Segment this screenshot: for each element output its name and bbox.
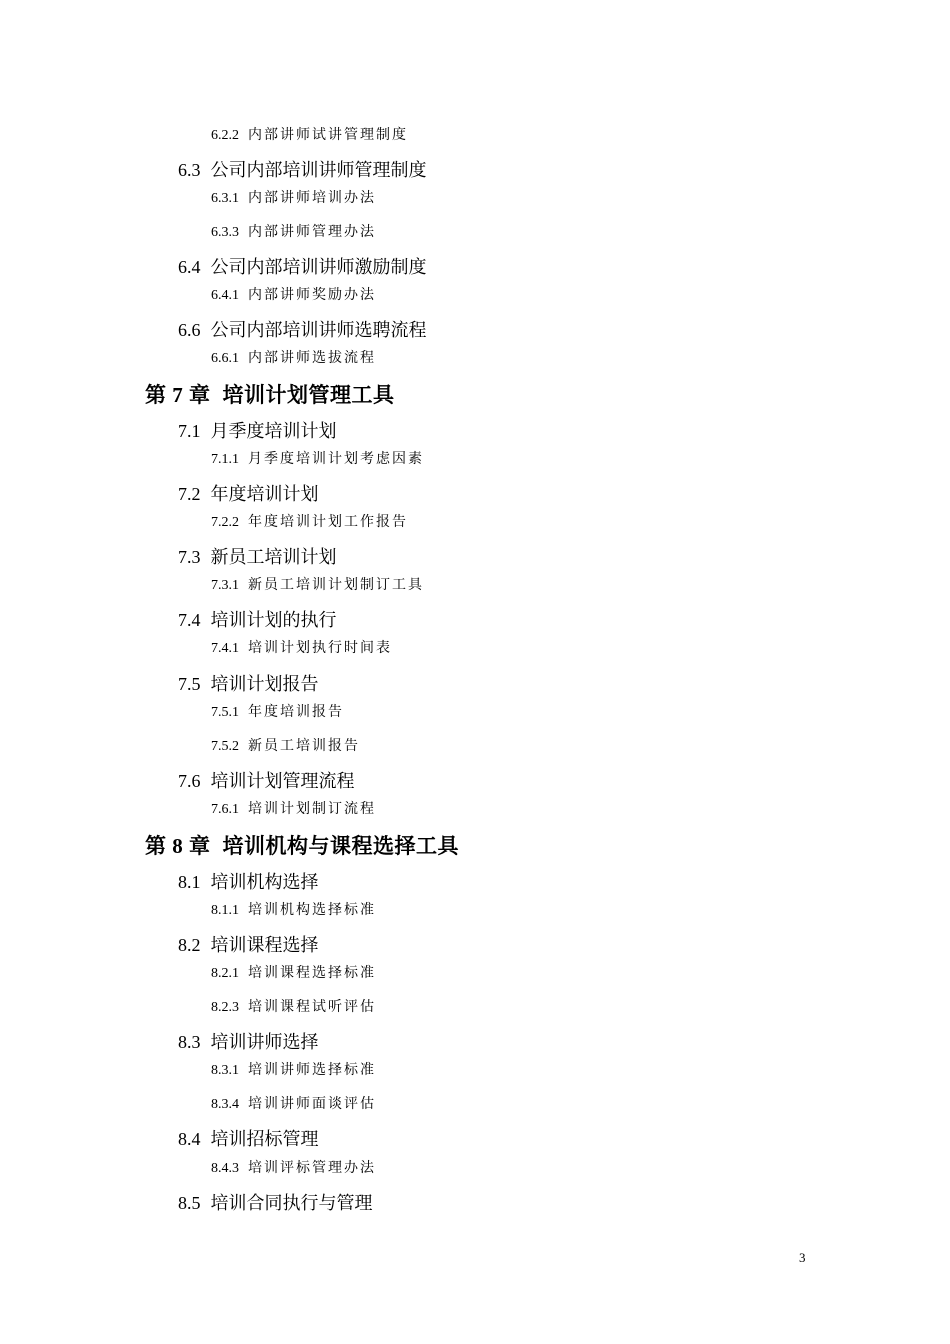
toc-section-entry	[178, 485, 319, 504]
toc-section-entry	[178, 772, 355, 791]
page-number: 3	[799, 1250, 806, 1265]
toc-entry-title: 内部讲师管理办法	[248, 224, 376, 240]
toc-entry-number: 8.2	[178, 935, 201, 955]
toc-entry-title: 培训课程试听评估	[248, 999, 376, 1015]
toc-chapter-entry	[145, 835, 459, 857]
toc-entry-title: 培训计划的执行	[210, 610, 337, 631]
toc-entry-number: 7.2	[178, 484, 201, 504]
toc-subsection-entry	[211, 1063, 376, 1078]
toc-entry-number: 8.1	[178, 872, 201, 892]
toc-entry-number: 8.3.1	[211, 1063, 239, 1078]
toc-entry-title: 培训合同执行与管理	[210, 1193, 373, 1214]
toc-subsection-entry	[211, 288, 376, 303]
toc-entry-title: 培训讲师选择标准	[248, 1062, 376, 1078]
toc-subsection-entry	[211, 705, 344, 720]
toc-entry-number: 7.5	[178, 674, 201, 694]
toc-entry-number: 第 8 章	[145, 834, 211, 858]
toc-entry-title: 新员工培训报告	[248, 738, 360, 754]
toc-subsection-entry	[211, 802, 376, 817]
toc-entry-number: 6.6.1	[211, 351, 239, 366]
toc-subsection-entry	[211, 452, 424, 467]
toc-entry-number: 8.2.1	[211, 966, 239, 981]
toc-entry-number: 6.3	[178, 160, 201, 180]
toc-entry-number: 7.1.1	[211, 452, 239, 467]
toc-entry-title: 培训机构与课程选择工具	[222, 833, 459, 858]
toc-entry-title: 新员工培训计划	[210, 547, 337, 568]
toc-subsection-entry	[211, 1000, 376, 1015]
toc-section-entry	[178, 873, 319, 892]
toc-section-entry	[178, 548, 337, 567]
toc-section-entry	[178, 1033, 319, 1052]
toc-entry-title: 培训评标管理办法	[248, 1160, 376, 1176]
toc-section-entry	[178, 675, 319, 694]
toc-entry-title: 公司内部培训讲师激励制度	[210, 257, 427, 278]
toc-entry-number: 7.4.1	[211, 641, 239, 656]
toc-entry-number: 6.4.1	[211, 288, 239, 303]
toc-subsection-entry	[211, 739, 360, 754]
toc-entry-number: 8.4.3	[211, 1161, 239, 1176]
toc-entry-title: 新员工培训计划制订工具	[248, 577, 424, 593]
toc-entry-title: 内部讲师选拔流程	[248, 350, 376, 366]
toc-entry-number: 7.1	[178, 421, 201, 441]
toc-entry-number: 7.6.1	[211, 802, 239, 817]
toc-entry-title: 培训计划制订流程	[248, 801, 376, 817]
toc-entry-title: 内部讲师培训办法	[248, 190, 376, 206]
toc-section-entry	[178, 422, 337, 441]
toc-entry-number: 8.2.3	[211, 1000, 239, 1015]
toc-entry-number: 8.4	[178, 1129, 201, 1149]
toc-entry-number: 8.5	[178, 1193, 201, 1213]
toc-entry-title: 培训计划执行时间表	[248, 640, 392, 656]
toc-entry-number: 7.6	[178, 771, 201, 791]
toc-chapter-entry	[145, 384, 395, 406]
toc-entry-number: 7.4	[178, 610, 201, 630]
toc-entry-number: 8.3	[178, 1032, 201, 1052]
toc-entry-title: 培训讲师选择	[210, 1032, 319, 1053]
toc-section-entry	[178, 1130, 319, 1149]
toc-subsection-entry	[211, 351, 376, 366]
toc-subsection-entry	[211, 641, 392, 656]
toc-entry-number: 6.4	[178, 257, 201, 277]
toc-entry-title: 公司内部培训讲师选聘流程	[210, 320, 427, 341]
toc-entry-title: 内部讲师试讲管理制度	[248, 127, 408, 143]
toc-entry-title: 培训计划管理流程	[210, 771, 355, 792]
toc-subsection-entry	[211, 515, 408, 530]
toc-entry-title: 培训课程选择	[210, 935, 319, 956]
toc-entry-title: 年度培训计划工作报告	[248, 514, 408, 530]
toc-entry-number: 8.1.1	[211, 903, 239, 918]
toc-entry-number: 7.5.2	[211, 739, 239, 754]
toc-entry-title: 培训机构选择	[210, 872, 319, 893]
toc-entry-title: 月季度培训计划	[210, 421, 337, 442]
toc-subsection-entry	[211, 966, 376, 981]
toc-entry-title: 培训招标管理	[210, 1129, 319, 1150]
toc-subsection-entry	[211, 191, 376, 206]
toc-entry-title: 培训课程选择标准	[248, 965, 376, 981]
toc-entry-title: 公司内部培训讲师管理制度	[210, 160, 427, 181]
toc-entry-title: 培训计划报告	[210, 674, 319, 695]
toc-section-entry	[178, 936, 319, 955]
toc-section-entry	[178, 258, 427, 277]
toc-subsection-entry	[211, 903, 376, 918]
toc-subsection-entry	[211, 128, 408, 143]
toc-entry-number: 7.3	[178, 547, 201, 567]
toc-subsection-entry	[211, 225, 376, 240]
toc-entry-number: 7.5.1	[211, 705, 239, 720]
toc-subsection-entry	[211, 1097, 376, 1112]
toc-entry-number: 6.3.1	[211, 191, 239, 206]
toc-section-entry	[178, 321, 427, 340]
toc-entry-title: 培训机构选择标准	[248, 902, 376, 918]
toc-entry-title: 年度培训报告	[248, 704, 344, 720]
toc-section-entry	[178, 611, 337, 630]
toc-subsection-entry	[211, 578, 424, 593]
toc-section-entry	[178, 1194, 373, 1213]
toc-entry-title: 培训计划管理工具	[222, 382, 395, 407]
toc-section-entry	[178, 161, 427, 180]
toc-entry-title: 月季度培训计划考虑因素	[248, 451, 424, 467]
toc-entry-number: 7.2.2	[211, 515, 239, 530]
toc-subsection-entry	[211, 1161, 376, 1176]
toc-entry-number: 7.3.1	[211, 578, 239, 593]
toc-entry-title: 年度培训计划	[210, 484, 319, 505]
toc-entry-number: 8.3.4	[211, 1097, 239, 1112]
toc-entry-number: 第 7 章	[145, 383, 211, 407]
toc-entry-number: 6.3.3	[211, 225, 239, 240]
toc-entry-title: 培训讲师面谈评估	[248, 1096, 376, 1112]
toc-entry-title: 内部讲师奖励办法	[248, 287, 376, 303]
toc-entry-number: 6.2.2	[211, 128, 239, 143]
toc-entry-number: 6.6	[178, 320, 201, 340]
